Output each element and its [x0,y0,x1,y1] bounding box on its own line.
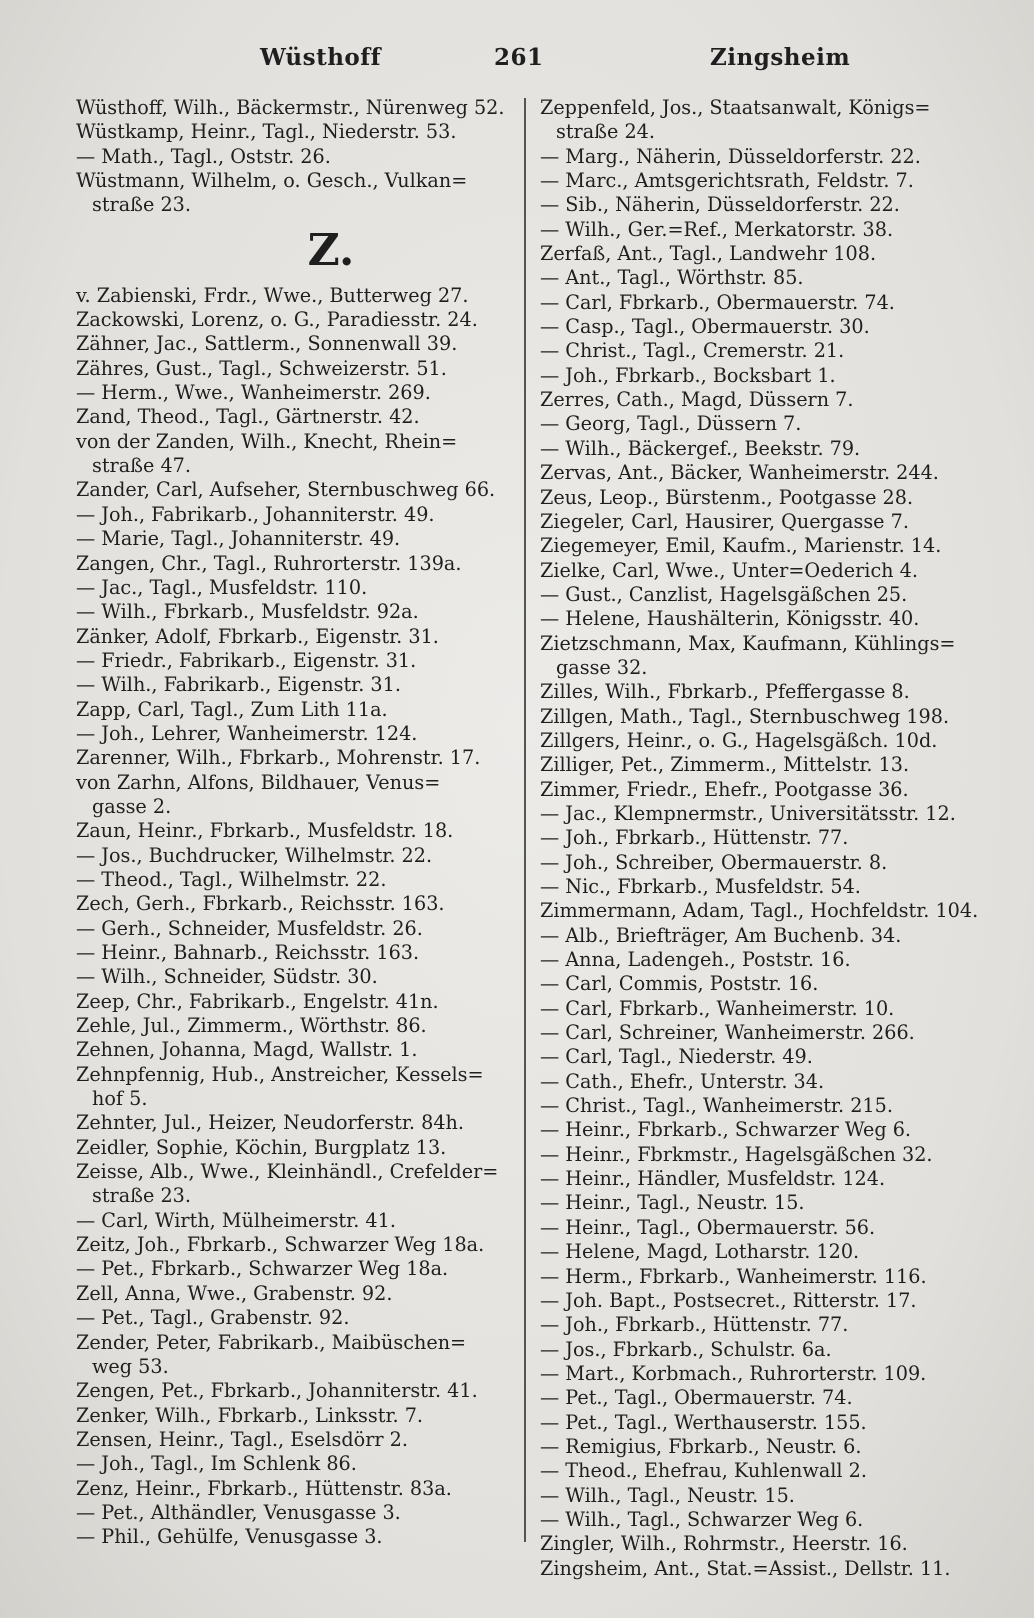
entry-text: Zähres, Gust., Tagl., Schweizerstr. 51. [76,356,447,380]
entry-continuation: hof 5. [92,1087,148,1111]
entry-text: Zillgers, Heinr., o. G., Hagelsgäßch. 10d. [540,728,938,752]
entry-text: — Gust., Canzlist, Hagelsgäßchen 25. [540,582,908,606]
directory-entry [540,607,970,631]
entry-continuation: straße 23. [92,193,191,217]
directory-entry [540,1362,970,1386]
entry-text: Zervas, Ant., Bäcker, Wanheimerstr. 244. [540,461,939,485]
directory-entry [540,1484,970,1508]
directory-entry [540,1459,970,1483]
entry-text: — Friedr., Fabrikarb., Eigenstr. 31. [76,648,417,672]
directory-entry [540,802,970,826]
directory-entry [540,680,970,704]
directory-entry [76,308,506,332]
entry-text: — Heinr., Fbrkarb., Schwarzer Weg 6. [540,1118,912,1142]
entry-text: — Carl, Tagl., Niederstr. 49. [540,1045,813,1069]
left-column [76,96,506,1550]
entry-text: Zell, Anna, Wwe., Grabenstr. 92. [76,1281,393,1305]
directory-entry [540,1411,970,1435]
directory-entry [540,997,970,1021]
entry-text: — Wilh., Fbrkarb., Musfeldstr. 92a. [76,600,419,624]
entry-text: Zackowski, Lorenz, o. G., Paradiesstr. 24. [76,308,478,332]
entry-text: Zech, Gerh., Fbrkarb., Reichsstr. 163. [76,892,445,916]
entry-text: Zeisse, Alb., Wwe., Kleinhändl., Crefelder= [76,1160,499,1184]
entry-text: — Pet., Fbrkarb., Schwarzer Weg 18a. [76,1257,449,1281]
entry-text: Ziegemeyer, Emil, Kaufm., Marienstr. 14. [540,534,942,558]
directory-entry [76,990,506,1014]
entry-text: — Joh., Tagl., Im Schlenk 86. [76,1452,357,1476]
directory-entry [76,381,506,405]
directory-entry [76,965,506,989]
directory-entry [76,600,506,624]
page-number: 261 [494,44,544,71]
entry-text: — Heinr., Händler, Musfeldstr. 124. [540,1167,886,1191]
directory-entry [76,1477,506,1501]
entry-text: — Phil., Gehülfe, Venusgasse 3. [76,1525,383,1549]
directory-entry [540,1216,970,1240]
entry-text: Zangen, Chr., Tagl., Ruhrorterstr. 139a. [76,551,462,575]
directory-entry [540,583,970,607]
entry-text: — Theod., Tagl., Wilhelmstr. 22. [76,867,387,891]
entry-text: Zaun, Heinr., Fbrkarb., Musfeldstr. 18. [76,819,454,843]
entry-text: — Remigius, Fbrkarb., Neustr. 6. [540,1434,862,1458]
directory-entry [76,746,506,770]
directory-entry [540,145,970,169]
entry-text: — Theod., Ehefrau, Kuhlenwall 2. [540,1459,867,1483]
entry-text: — Georg, Tagl., Düssern 7. [540,412,802,436]
directory-entry [540,388,970,412]
directory-entry [540,534,970,558]
entry-text: Zilliger, Pet., Zimmerm., Mittelstr. 13. [540,753,910,777]
entry-text: — Carl, Fbrkarb., Wanheimerstr. 10. [540,996,895,1020]
directory-entry [76,120,506,144]
directory-entry [540,96,970,145]
directory-entry [540,851,970,875]
directory-entry [76,1136,506,1160]
directory-entry [76,503,506,527]
directory-entry [76,819,506,843]
entry-text: — Joh., Fbrkarb., Hüttenstr. 77. [540,826,849,850]
entry-text: Zähner, Jac., Sattlerm., Sonnenwall 39. [76,332,458,356]
directory-entry [540,1143,970,1167]
directory-entry [540,412,970,436]
directory-entry [540,778,970,802]
entry-text: — Christ., Tagl., Cremerstr. 21. [540,339,845,363]
entry-text: Zietzschmann, Max, Kaufmann, Kühlings= [540,631,956,655]
directory-entry [76,478,506,502]
directory-entry [540,1070,970,1094]
entry-text: — Marg., Näherin, Düsseldorferstr. 22. [540,144,921,168]
entry-text: — Heinr., Tagl., Obermauerstr. 56. [540,1215,876,1239]
entry-text: Zimmermann, Adam, Tagl., Hochfeldstr. 104. [540,899,979,923]
directory-entry [76,917,506,941]
right-column [540,96,979,1581]
header-right-catchword: Zingsheim [710,44,851,71]
entry-text: — Sib., Näherin, Düsseldorferstr. 22. [540,193,900,217]
directory-entry [540,364,970,388]
directory-entry [76,722,506,746]
entry-text: — Carl, Fbrkarb., Obermauerstr. 74. [540,290,895,314]
entry-text: Zillgen, Math., Tagl., Sternbuschweg 198. [540,704,950,728]
entry-text: v. Zabienski, Frdr., Wwe., Butterweg 27. [76,283,469,307]
directory-entry [540,1045,970,1069]
entry-text: Zapp, Carl, Tagl., Zum Lith 11a. [76,697,388,721]
entry-text: — Anna, Ladengeh., Poststr. 16. [540,948,851,972]
entry-continuation: straße 24. [556,120,655,144]
directory-entry [540,1094,970,1118]
entry-continuation: gasse 2. [92,794,172,818]
directory-entry [540,924,970,948]
directory-entry [540,705,970,729]
entry-text: — Herm., Fbrkarb., Wanheimerstr. 116. [540,1264,927,1288]
entry-text: — Pet., Tagl., Grabenstr. 92. [76,1306,350,1330]
directory-entry [76,771,506,820]
directory-entry [540,1191,970,1215]
entry-text: — Marc., Amtsgerichtsrath, Feldstr. 7. [540,169,914,193]
directory-entry [76,1063,506,1112]
entry-text: — Wilh., Schneider, Südstr. 30. [76,965,378,989]
directory-entry [540,632,970,681]
entry-text: — Wilh., Tagl., Neustr. 15. [540,1483,795,1507]
directory-entry [540,1557,970,1581]
entry-text: Zimmer, Friedr., Ehefr., Pootgasse 36. [540,777,909,801]
directory-entry [76,649,506,673]
directory-entry [76,1111,506,1135]
directory-entry [76,405,506,429]
entry-text: — Jac., Klempnermstr., Universitätsstr. 12. [540,801,956,825]
entry-text: Zilles, Wilh., Fbrkarb., Pfeffergasse 8. [540,680,910,704]
entry-text: — Jos., Buchdrucker, Wilhelmstr. 22. [76,843,433,867]
entry-text: — Wilh., Ger.=Ref., Merkatorstr. 38. [540,217,894,241]
directory-entry [76,1209,506,1233]
entry-text: Zander, Carl, Aufseher, Sternbuschweg 66. [76,478,496,502]
directory-entry [76,1525,506,1549]
directory-entry [76,96,506,120]
entry-continuation: gasse 32. [556,655,648,679]
entry-text: — Ant., Tagl., Wörthstr. 85. [540,266,804,290]
entry-text: Zensen, Heinr., Tagl., Eselsdörr 2. [76,1427,408,1451]
entry-text: Zarenner, Wilh., Fbrkarb., Mohrenstr. 17. [76,746,481,770]
entry-text: Zenker, Wilh., Fbrkarb., Linksstr. 7. [76,1403,424,1427]
entry-text: Zehle, Jul., Zimmerm., Wörthstr. 86. [76,1014,427,1038]
entry-text: von Zarhn, Alfons, Bildhauer, Venus= [76,770,441,794]
directory-entry [76,576,506,600]
entry-text: — Cath., Ehefr., Unterstr. 34. [540,1069,825,1093]
page-header [0,44,1034,84]
directory-entry [76,1379,506,1403]
directory-entry [76,1306,506,1330]
entry-text: — Carl, Wirth, Mülheimerstr. 41. [76,1208,396,1232]
entry-text: — Joh., Fbrkarb., Hüttenstr. 77. [540,1313,849,1337]
entry-text: — Mart., Korbmach., Ruhrorterstr. 109. [540,1361,927,1385]
directory-entry [76,145,506,169]
left-entries-before-letter [76,96,506,218]
column-divider [524,98,526,1542]
entry-text: — Joh., Fbrkarb., Bocksbart 1. [540,363,836,387]
entry-text: — Joh., Schreiber, Obermauerstr. 8. [540,850,888,874]
right-entries [540,96,979,1581]
directory-entry [540,193,970,217]
directory-entry [540,1386,970,1410]
entry-text: Zehnen, Johanna, Magd, Wallstr. 1. [76,1038,418,1062]
directory-entry [76,698,506,722]
entry-text: — Joh., Lehrer, Wanheimerstr. 124. [76,721,418,745]
entry-text: Zenz, Heinr., Fbrkarb., Hüttenstr. 83a. [76,1476,452,1500]
entry-text: — Pet., Althändler, Venusgasse 3. [76,1500,401,1524]
directory-entry [540,1313,970,1337]
directory-entry [540,218,970,242]
directory-entry [76,625,506,649]
directory-entry [76,1014,506,1038]
entry-text: — Pet., Tagl., Obermauerstr. 74. [540,1386,853,1410]
directory-entry [540,486,970,510]
entry-text: — Casp., Tagl., Obermauerstr. 30. [540,315,870,339]
entry-text: — Alb., Briefträger, Am Buchenb. 34. [540,923,902,947]
directory-entry [76,892,506,916]
directory-entry [540,437,970,461]
entry-continuation: weg 53. [92,1354,169,1378]
entry-text: Zingler, Wilh., Rohrmstr., Heerstr. 16. [540,1532,908,1556]
directory-entry [540,1265,970,1289]
entry-text: Wüstkamp, Heinr., Tagl., Niederstr. 53. [76,120,457,144]
entry-continuation: straße 23. [92,1184,191,1208]
directory-entry [540,729,970,753]
directory-entry [76,357,506,381]
directory-entry [76,1233,506,1257]
entry-text: — Wilh., Fabrikarb., Eigenstr. 31. [76,673,401,697]
directory-entry [76,1331,506,1380]
directory-entry [76,1452,506,1476]
entry-text: — Nic., Fbrkarb., Musfeldstr. 54. [540,875,861,898]
directory-entry [540,291,970,315]
entry-text: — Jos., Fbrkarb., Schulstr. 6a. [540,1337,832,1361]
directory-entry [76,1501,506,1525]
directory-entry [540,972,970,996]
entry-text: Zeus, Leop., Bürstenm., Pootgasse 28. [540,485,914,509]
entry-text: Zeppenfeld, Jos., Staatsanwalt, Königs= [540,96,931,119]
directory-entry [540,559,970,583]
entry-text: — Math., Tagl., Oststr. 26. [76,144,331,168]
directory-entry [540,1021,970,1045]
directory-entry [76,332,506,356]
entry-text: Zeep, Chr., Fabrikarb., Engelstr. 41n. [76,989,439,1013]
directory-entry [76,868,506,892]
directory-entry [76,430,506,479]
entry-text: — Jac., Tagl., Musfeldstr. 110. [76,575,368,599]
directory-entry [540,242,970,266]
entry-text: — Joh., Fabrikarb., Johanniterstr. 49. [76,502,435,526]
entry-text: Zänker, Adolf, Fbrkarb., Eigenstr. 31. [76,624,439,648]
entry-text: — Helene, Haushälterin, Königsstr. 40. [540,607,920,631]
directory-entry [76,527,506,551]
directory-entry [540,1167,970,1191]
entry-text: Wüstmann, Wilhelm, o. Gesch., Vulkan= [76,169,468,193]
entry-text: Zehnter, Jul., Heizer, Neudorferstr. 84h. [76,1111,464,1135]
entry-text: — Heinr., Tagl., Neustr. 15. [540,1191,805,1215]
directory-entry [540,315,970,339]
directory-entry [540,1338,970,1362]
entry-text: Zeitz, Joh., Fbrkarb., Schwarzer Weg 18a. [76,1233,485,1257]
directory-entry [540,826,970,850]
entry-text: Zand, Theod., Tagl., Gärtnerstr. 42. [76,405,420,429]
directory-entry [540,1508,970,1532]
directory-entry [540,1118,970,1142]
directory-entry [540,169,970,193]
entry-continuation: straße 47. [92,454,191,478]
entry-text: — Christ., Tagl., Wanheimerstr. 215. [540,1094,893,1118]
directory-entry [540,875,970,899]
section-letter: Z. [307,224,355,276]
entry-text: — Carl, Commis, Poststr. 16. [540,972,819,996]
directory-entry [76,1282,506,1306]
directory-entry [76,169,506,218]
directory-entry [540,461,970,485]
entry-text: — Heinr., Fbrkmstr., Hagelsgäßchen 32. [540,1142,933,1166]
header-left-catchword: Wüsthoff [260,44,382,71]
entry-text: — Pet., Tagl., Werthauserstr. 155. [540,1410,867,1434]
directory-entry [76,552,506,576]
entry-text: — Joh. Bapt., Postsecret., Ritterstr. 17. [540,1288,917,1312]
directory-entry [76,844,506,868]
directory-entry [540,510,970,534]
directory-entry [76,941,506,965]
entry-text: Wüsthoff, Wilh., Bäckermstr., Nürenweg 52. [76,96,505,119]
entry-text: Zingsheim, Ant., Stat.=Assist., Dellstr. 11. [540,1556,951,1580]
directory-entry [76,673,506,697]
directory-entry [76,1160,506,1209]
entry-text: Zengen, Pet., Fbrkarb., Johanniterstr. 41. [76,1379,478,1403]
directory-entry [540,1435,970,1459]
entry-text: — Gerh., Schneider, Musfeldstr. 26. [76,916,423,940]
directory-entry [540,1240,970,1264]
entry-text: — Carl, Schreiner, Wanheimerstr. 266. [540,1021,915,1045]
entry-text: Zeidler, Sophie, Köchin, Burgplatz 13. [76,1135,447,1159]
entry-text: von der Zanden, Wilh., Knecht, Rhein= [76,429,458,453]
entry-text: Zielke, Carl, Wwe., Unter=Oederich 4. [540,558,918,582]
entry-text: — Marie, Tagl., Johanniterstr. 49. [76,527,401,551]
entry-text: Zehnpfennig, Hub., Anstreicher, Kessels= [76,1062,484,1086]
entry-text: — Wilh., Bäckergef., Beekstr. 79. [540,436,861,460]
directory-entry [540,1289,970,1313]
entry-text: Ziegeler, Carl, Hausirer, Quergasse 7. [540,509,909,533]
directory-entry [540,753,970,777]
entry-text: Zender, Peter, Fabrikarb., Maibüschen= [76,1330,467,1354]
left-entries-after-letter [76,284,506,1550]
directory-entry [76,1428,506,1452]
directory-entry [76,1404,506,1428]
directory-entry [540,339,970,363]
entry-text: — Herm., Wwe., Wanheimerstr. 269. [76,381,431,405]
directory-entry [540,266,970,290]
entry-text: — Helene, Magd, Lotharstr. 120. [540,1240,860,1264]
directory-entry [540,1532,970,1556]
entry-text: — Heinr., Bahnarb., Reichsstr. 163. [76,941,420,964]
directory-entry [76,284,506,308]
directory-entry [540,948,970,972]
entry-text: — Wilh., Tagl., Schwarzer Weg 6. [540,1507,864,1531]
entry-text: Zerres, Cath., Magd, Düssern 7. [540,388,854,412]
entry-text: Zerfaß, Ant., Tagl., Landwehr 108. [540,242,877,266]
directory-entry [76,1038,506,1062]
directory-entry [76,1257,506,1281]
directory-entry [540,899,979,923]
